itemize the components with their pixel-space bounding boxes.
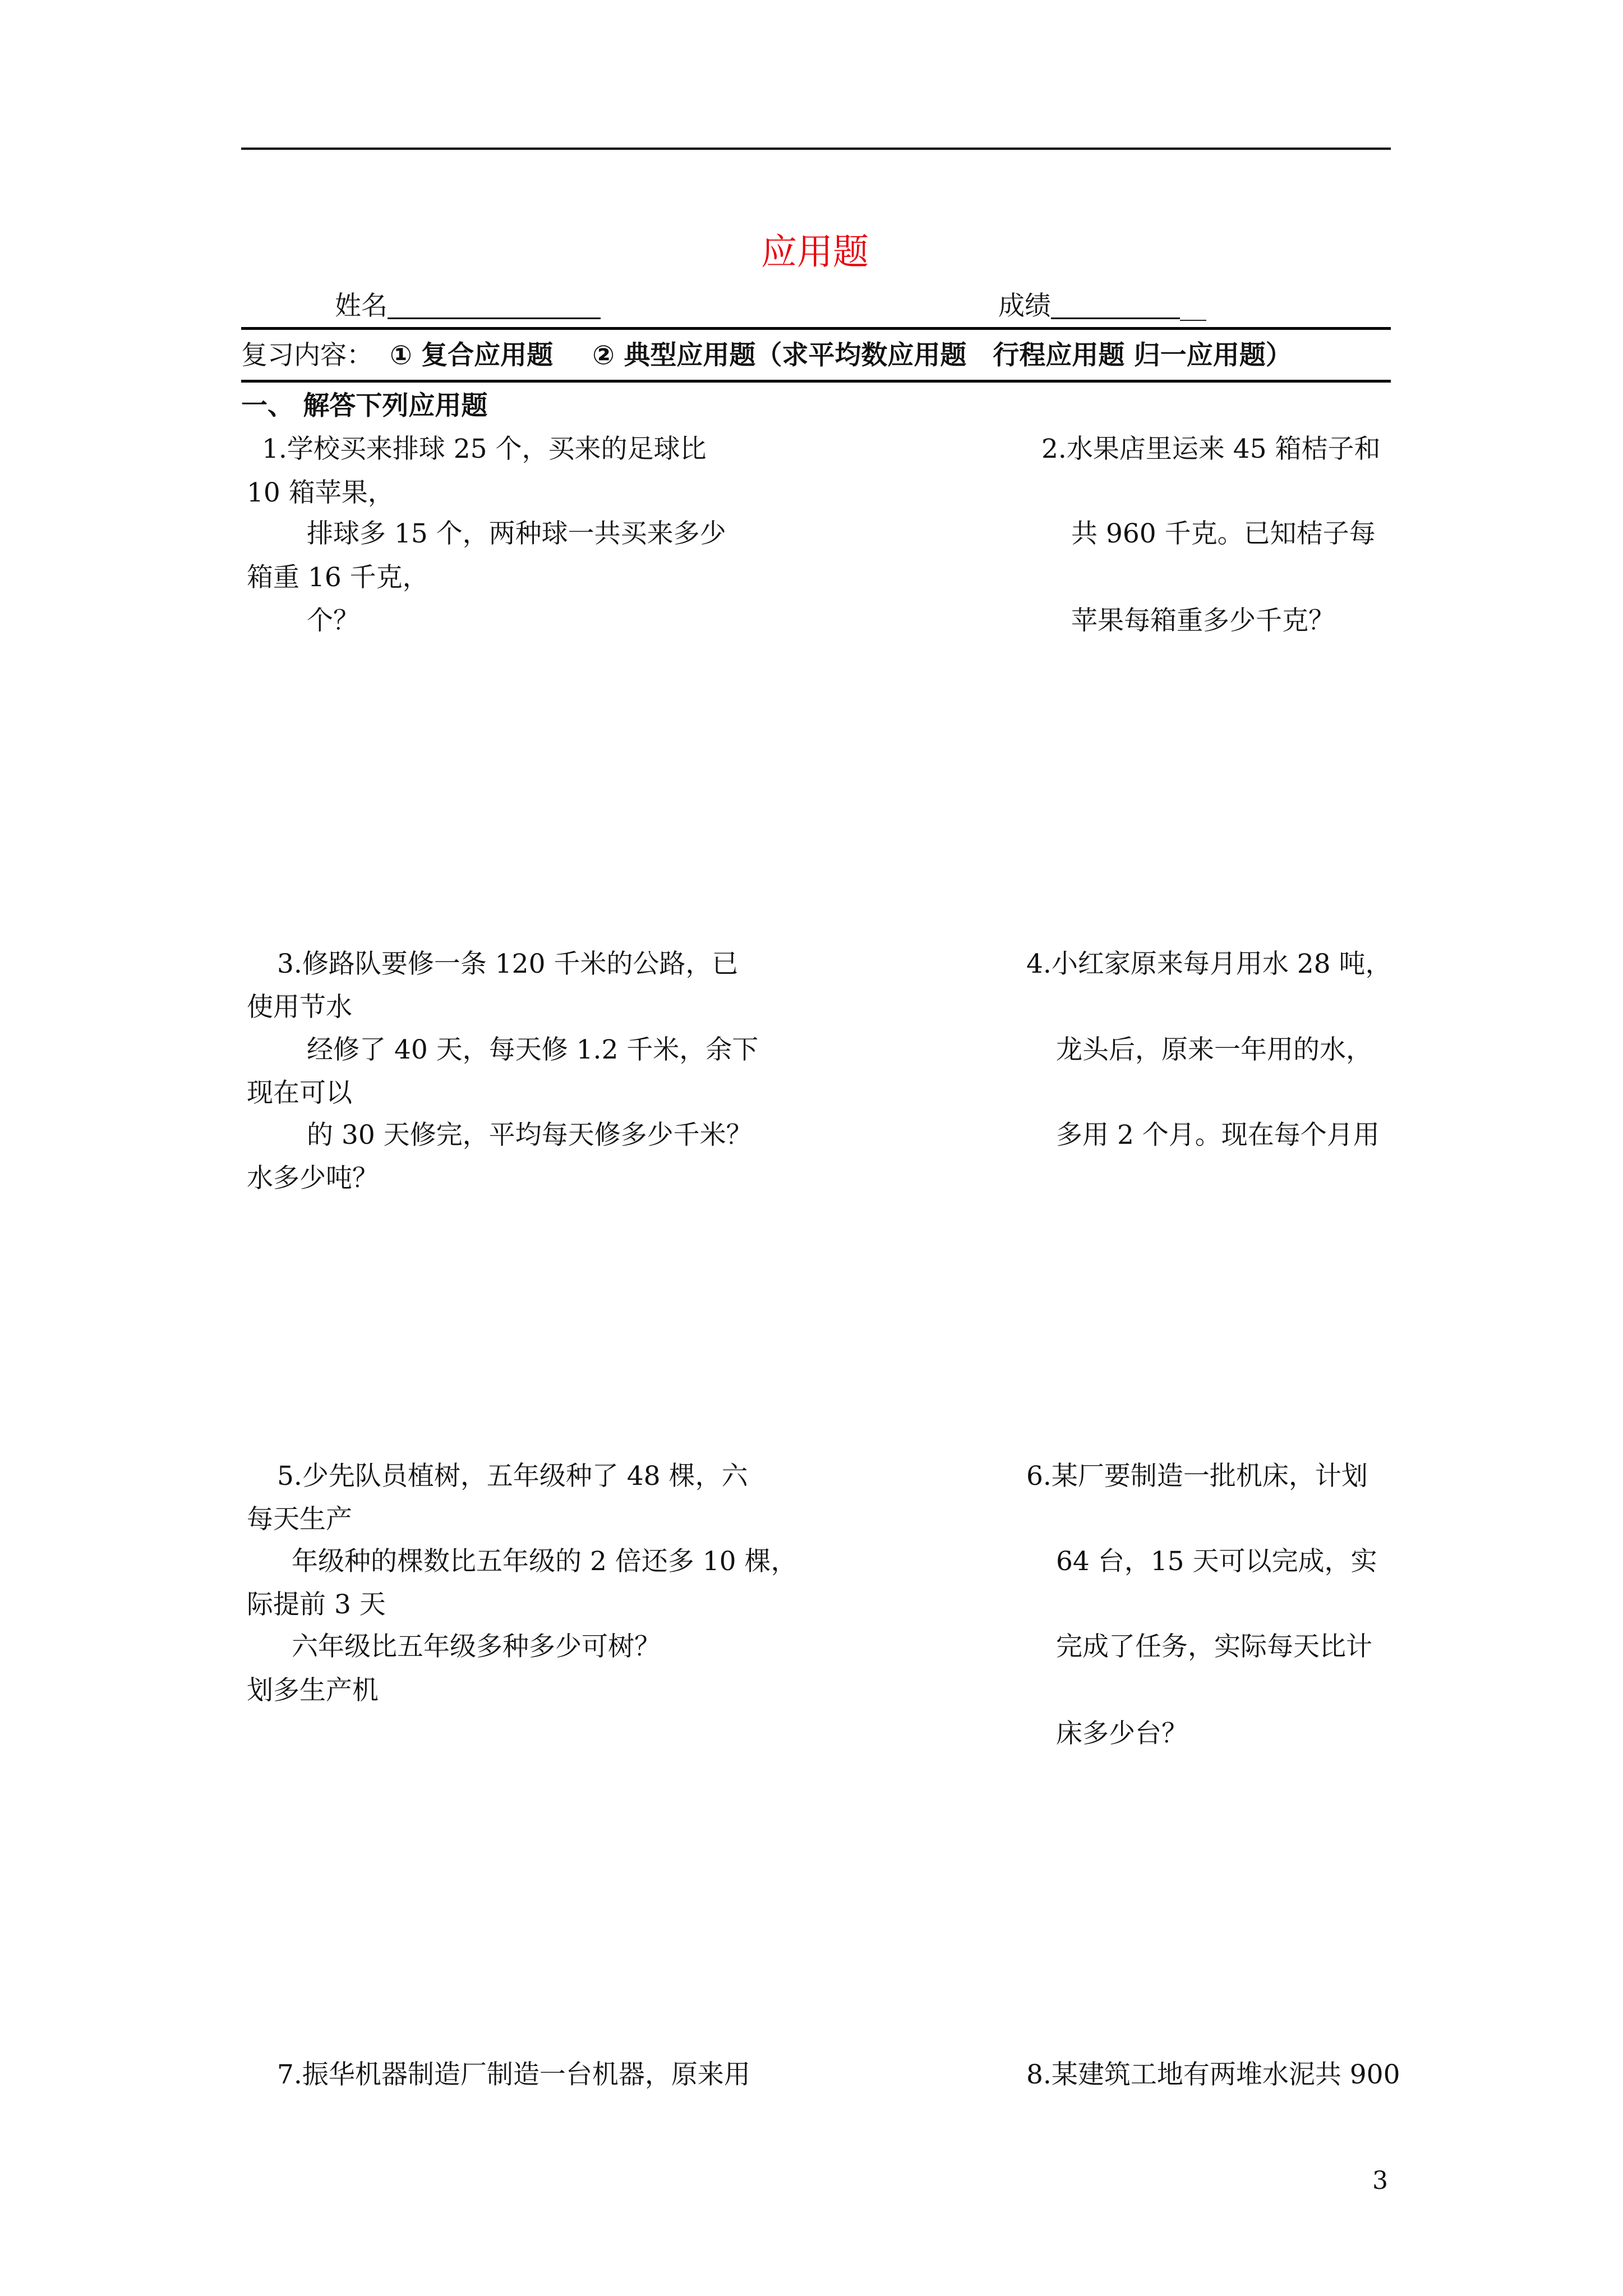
q6-line-3: 完成了任务，实际每天比计 (1056, 1631, 1372, 1662)
q1-line-4: 箱重 16 千克， (247, 562, 429, 593)
q3-line-1: 3.修路队要修一条 120 千米的公路，已 (277, 949, 739, 979)
q1-line-2: 10 箱苹果， (247, 477, 394, 508)
q1-line-5: 个？ (307, 605, 359, 636)
review-label: 复习内容： (241, 340, 373, 371)
q2-line-1: 2.水果店里运来 45 箱桔子和 (1041, 434, 1381, 464)
review-bottom-rule (241, 380, 1391, 383)
q8-line-1: 8.某建筑工地有两堆水泥共 900 (1026, 2059, 1400, 2090)
q5-line-5: 六年级比五年级多种多少可树？ (292, 1631, 661, 1662)
review-top-rule (241, 327, 1391, 330)
q3-line-3: 经修了 40 天，每天修 1.2 千米，余下 (307, 1034, 759, 1065)
page-number: 3 (1372, 2166, 1388, 2195)
header-rule (241, 148, 1391, 150)
q4-line-1: 4.小红家原来每月用水 28 吨， (1026, 949, 1392, 979)
q5-line-4: 际提前 3 天 (247, 1589, 386, 1620)
q3-line-5: 的 30 天修完，平均每天修多少千米？ (307, 1120, 753, 1151)
review-content (241, 342, 1292, 369)
q6-line-2: 64 台，15 天可以完成，实 (1056, 1546, 1377, 1577)
score-blank (1051, 293, 1180, 319)
name-field (335, 293, 601, 319)
q5-line-2: 每天生产 (247, 1504, 352, 1535)
q1-line-3: 排球多 15 个，两种球一共买来多少 (307, 518, 726, 549)
page-title: 应用题 (761, 232, 869, 273)
review-item-typical: ② 典型应用题（求平均数应用题 行程应用题 归一应用题） (592, 340, 1292, 371)
q4-line-2: 龙头后，原来一年用的水， (1056, 1034, 1372, 1065)
q2-line-3: 苹果每箱重多少千克？ (1071, 605, 1335, 636)
q7-line-1: 7.振华机器制造厂制造一台机器，原来用 (277, 2059, 750, 2090)
score-field (998, 293, 1206, 319)
q6-line-1: 6.某厂要制造一批机床，计划 (1026, 1461, 1368, 1492)
q2-line-2: 共 960 千克。已知桔子每 (1071, 518, 1376, 549)
q5-line-1: 5.少先队员植树，五年级种了 48 棵，六 (277, 1461, 748, 1492)
score-label: 成绩 (998, 291, 1051, 321)
score-suffix: __ (1180, 291, 1206, 321)
q4-line-3: 多用 2 个月。现在每个月用 (1056, 1120, 1380, 1151)
section-heading: 一、 解答下列应用题 (241, 390, 488, 421)
name-blank (388, 293, 601, 319)
name-label: 姓名 (335, 291, 388, 321)
q5-line-3: 年级种的棵数比五年级的 2 倍还多 10 棵， (292, 1546, 797, 1577)
review-item-compound: ① 复合应用题 (390, 340, 554, 371)
q1-line-1: 1.学校买来排球 25 个，买来的足球比 (262, 434, 707, 464)
q5-line-6: 划多生产机 (247, 1675, 379, 1706)
q3-line-6: 水多少吨？ (247, 1163, 379, 1194)
q3-line-2: 使用节水 (247, 992, 352, 1023)
q3-line-4: 现在可以 (247, 1078, 352, 1108)
q6-line-4: 床多少台？ (1056, 1718, 1188, 1749)
